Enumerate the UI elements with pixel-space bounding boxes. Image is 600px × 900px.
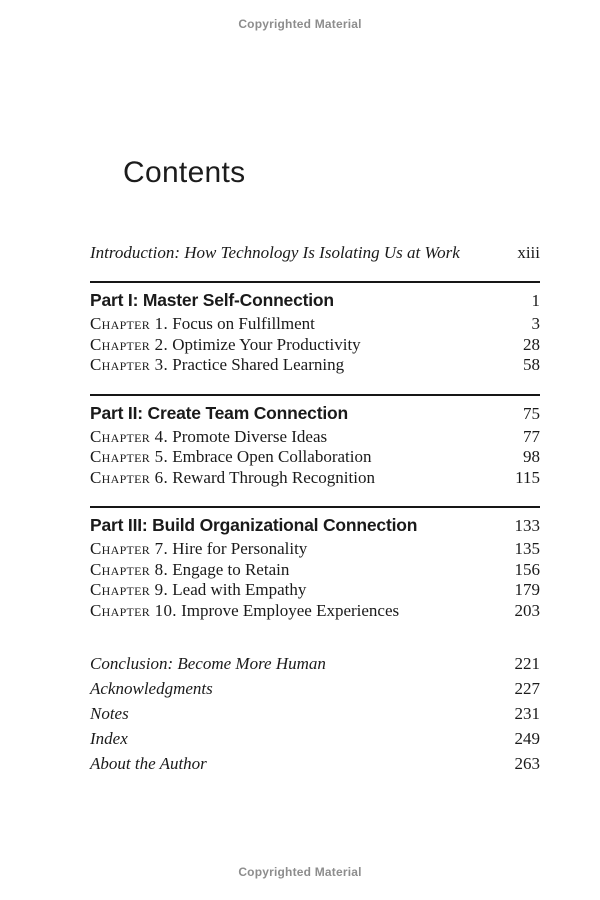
- chapter-entry-label: [90, 314, 315, 335]
- toc-entry-chapter: [90, 447, 540, 468]
- back-matter-list: [90, 651, 540, 776]
- toc-entry-label: Introduction: How Technology Is Isolating Us at Work: [90, 243, 460, 262]
- toc-entry-label: About the Author: [90, 754, 207, 773]
- part-heading-label: Part II: Create Team Connection: [90, 402, 348, 423]
- chapter-number-label: Chapter 2.: [90, 334, 169, 354]
- section-divider: [90, 281, 540, 283]
- toc-entry-page-number: 156: [514, 559, 540, 579]
- toc-entry-page-number: 58: [523, 355, 540, 374]
- chapter-number-label: Chapter 1.: [90, 314, 169, 333]
- toc-entry-page-number: 3: [531, 314, 540, 333]
- toc-entry-page-number: 227: [514, 679, 540, 698]
- toc-entry-chapter: [90, 427, 540, 448]
- chapter-list: [90, 539, 540, 621]
- toc-entry-chapter: [90, 601, 540, 622]
- toc-entry-label: Conclusion: Become More Human: [90, 654, 326, 673]
- toc-entry-chapter: [90, 580, 540, 601]
- toc-part-heading: [90, 516, 540, 535]
- toc-entry-back-matter: [90, 701, 540, 726]
- toc-entry-page-number: 135: [514, 539, 540, 558]
- toc-entry-front-matter: [90, 243, 540, 263]
- chapter-title: Focus on Fulfillment: [172, 314, 315, 333]
- toc-entry-page-number: 28: [523, 334, 540, 354]
- chapter-entry-label: [90, 427, 327, 448]
- chapter-title: Improve Employee Experiences: [181, 600, 400, 620]
- toc-entry-label: Index: [90, 729, 128, 748]
- part-heading-label: Part III: Build Organizational Connection: [90, 515, 418, 535]
- part-heading-page-number: 75: [523, 403, 540, 423]
- toc-entry-page-number: 263: [514, 754, 540, 773]
- toc-entry-back-matter: [90, 651, 540, 676]
- chapter-number-label: Chapter 8.: [90, 559, 169, 579]
- copyright-banner-bottom: Copyrighted Material: [238, 865, 362, 879]
- chapter-title: Promote Diverse Ideas: [172, 426, 328, 446]
- chapter-entry-label: [90, 355, 344, 376]
- toc-entry-page-number: 221: [514, 654, 540, 673]
- toc-entry-page-number: 98: [523, 447, 540, 466]
- toc-entry-page-number: 179: [514, 580, 540, 599]
- toc-entry-chapter: [90, 335, 540, 356]
- chapter-entry-label: [90, 601, 399, 622]
- chapter-number-label: Chapter 6.: [90, 467, 169, 487]
- chapter-entry-label: [90, 335, 361, 356]
- section-divider: [90, 394, 540, 396]
- part-heading-page-number: 1: [531, 291, 540, 310]
- chapter-list: [90, 427, 540, 489]
- chapter-title: Lead with Empathy: [172, 580, 307, 599]
- chapter-title: Reward Through Recognition: [172, 467, 375, 487]
- page-title: Contents: [123, 156, 246, 189]
- toc-entry-label: Acknowledgments: [90, 679, 213, 698]
- toc-entry-page-number: 203: [514, 600, 540, 620]
- chapter-title: Embrace Open Collaboration: [172, 447, 372, 466]
- chapter-entry-label: [90, 560, 289, 581]
- part-heading-label: Part I: Master Self-Connection: [90, 290, 334, 310]
- section-divider: [90, 506, 540, 508]
- chapter-number-label: Chapter 7.: [90, 539, 169, 558]
- toc-entry-page-number: 249: [514, 729, 540, 748]
- toc-entry-chapter: [90, 468, 540, 489]
- chapter-entry-label: [90, 539, 307, 560]
- toc-entry-page-number: 231: [514, 704, 540, 723]
- toc-entry-chapter: [90, 539, 540, 560]
- chapter-number-label: Chapter 4.: [90, 426, 169, 446]
- chapter-entry-label: [90, 468, 375, 489]
- chapter-title: Optimize Your Productivity: [172, 334, 361, 354]
- part-heading-page-number: 133: [514, 516, 540, 535]
- toc-entry-back-matter: [90, 726, 540, 751]
- toc-entry-back-matter: [90, 676, 540, 701]
- toc-part-heading: [90, 404, 540, 423]
- toc-entry-chapter: [90, 560, 540, 581]
- chapter-list: [90, 314, 540, 376]
- chapter-entry-label: [90, 447, 371, 468]
- chapter-title: Engage to Retain: [172, 559, 290, 579]
- chapter-title: Hire for Personality: [172, 539, 308, 558]
- chapter-number-label: Chapter 3.: [90, 355, 169, 374]
- chapter-title: Practice Shared Learning: [172, 355, 345, 374]
- chapter-entry-label: [90, 580, 306, 601]
- toc-entry-chapter: [90, 355, 540, 376]
- toc-entry-back-matter: [90, 751, 540, 776]
- chapter-number-label: Chapter 10.: [90, 600, 177, 620]
- toc-part-heading: [90, 291, 540, 310]
- copyright-banner-top: Copyrighted Material: [238, 17, 362, 31]
- toc-entry-chapter: [90, 314, 540, 335]
- toc-entry-page-number: 115: [515, 467, 540, 487]
- toc-entry-label: Notes: [90, 704, 129, 723]
- chapter-number-label: Chapter 5.: [90, 447, 169, 466]
- chapter-number-label: Chapter 9.: [90, 580, 169, 599]
- table-of-contents: [90, 243, 540, 776]
- toc-entry-page-number: 77: [523, 426, 540, 446]
- toc-entry-page-number: xiii: [517, 243, 540, 262]
